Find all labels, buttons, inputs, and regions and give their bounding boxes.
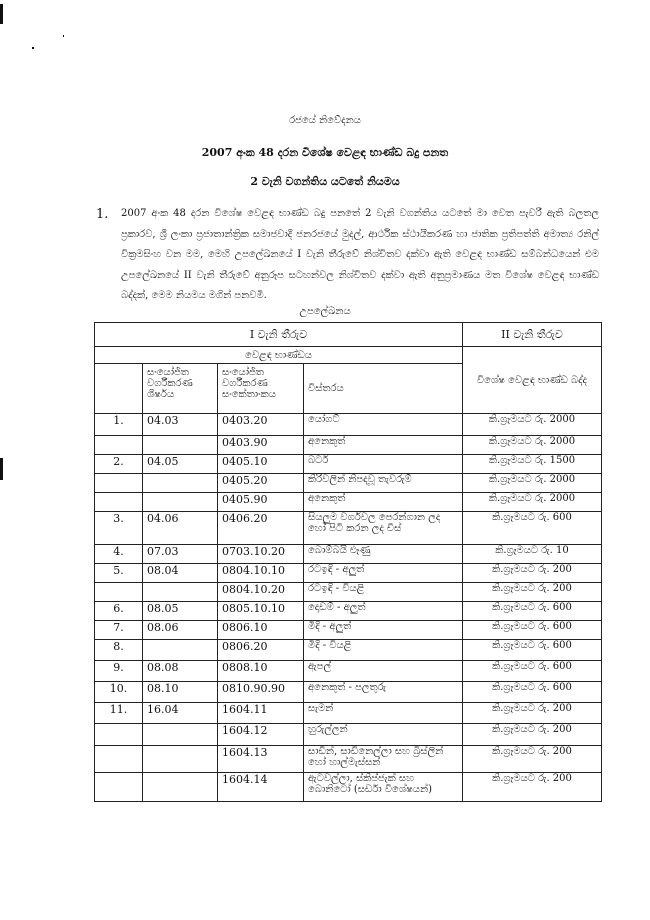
paragraph-text: 2007 අංක 48 දරන විශේෂ වෙළඳ භාණ්ඩ බදු පනතේ 2 වැනි වගන්තිය යටතේ මා වෙත පැවරී ඇති බලතල ප්‍රකාරව, ශ්‍රී ලංකා ප්‍රජාතාන්ත්‍රික සමාජවාදී ජනරජයේ මුදල්, ආර්ථික ස්ථායීකරණ හා ජාතික ප්‍රතිපත්ති අමාත්‍ය රනිල් වික්‍රමසිංහ වන මම, මෙහි උපලේඛනයේ I වැනි තීරුවේ නිශ්චිතව දක්වා ඇති වෙළඳ භාණ්ඩ සම්බන්ධයෙන් එම උපලේඛනයේ II වැනි තීරුවේ අනුරූප සටහන්වල නිශ්චිතව දක්වා ඇති අනුප්‍රමාණය මත විශේෂ වෙළඳ භාණ්ඩ බද්දක්, මෙම නියමය මගින් පනවමි.: [121, 208, 599, 301]
row-heading: [143, 773, 218, 802]
row-description: සියලුම වර්ගවල පෙරන්ගාන ලද හෝ පිටි කරන ලද චීස්: [304, 512, 463, 545]
commodity-header-row: [95, 347, 602, 364]
row-number: 9.: [95, 661, 143, 682]
row-heading: 04.06: [143, 512, 218, 545]
row-heading: 04.05: [143, 455, 218, 474]
row-code: 0806.10: [218, 621, 304, 640]
table-row: [95, 724, 602, 746]
row-heading: [143, 474, 218, 493]
row-code: 0804.10.10: [218, 564, 304, 583]
scan-mark-bottom: [0, 458, 3, 480]
document-title: රජයේ නිවේදනය: [289, 115, 361, 126]
row-rate: කි.ග්‍රෑමයට රු. 600: [463, 512, 602, 545]
row-description: අනෙකුත්: [304, 493, 463, 512]
scan-dot: [32, 47, 34, 49]
row-rate: කි.ග්‍රෑමයට රු. 10: [463, 545, 602, 564]
row-heading: 08.06: [143, 621, 218, 640]
row-number: 5.: [95, 564, 143, 583]
row-rate: කි.ග්‍රෑමයට රු. 600: [463, 682, 602, 703]
row-heading: [143, 493, 218, 512]
schedule-table: [94, 322, 602, 802]
column-header-row: [95, 323, 602, 347]
row-code: 0405.90: [218, 493, 304, 512]
rate-header: විශේෂ වෙළඳ භාණ්ඩ බද්ද: [463, 347, 602, 414]
row-rate: කි.ග්‍රෑමයට රු. 200: [463, 703, 602, 724]
row-code: 0405.20: [218, 474, 304, 493]
row-number: [95, 746, 143, 773]
table-row: [95, 661, 602, 682]
row-heading: 08.05: [143, 602, 218, 621]
row-heading: 08.08: [143, 661, 218, 682]
row-rate: කි.ග්‍රෑමයට රු. 2000: [463, 414, 602, 436]
row-number: [95, 773, 143, 802]
scan-dot: [63, 35, 64, 37]
row-rate: කි.ග්‍රෑමයට රු. 2000: [463, 474, 602, 493]
row-heading: [143, 583, 218, 602]
row-heading: [143, 640, 218, 661]
table-row: [95, 640, 602, 661]
row-description: රටඉඳි - අලුත්: [304, 564, 463, 583]
column-ii-header: II වැනි තීරුව: [463, 323, 602, 347]
row-rate: කි.ග්‍රෑමයට රු. 200: [463, 746, 602, 773]
scan-mark-top: [0, 4, 3, 24]
row-heading: 04.03: [143, 414, 218, 436]
subheading-header: සංයෝජිත වර්ගීකරණ සංකේතාංකය: [218, 364, 304, 414]
row-code: 1604.13: [218, 746, 304, 773]
table-row: [95, 583, 602, 602]
row-code: 0703.10.20: [218, 545, 304, 564]
row-description: සාඩින්, සාඩිනෙල්ලා සහ බ්‍රිස්ලින් හෝ හාල්මැස්සන්: [304, 746, 463, 773]
schedule-heading: උපලේඛනය: [299, 306, 351, 317]
row-description: යෝගට්: [304, 414, 463, 436]
row-number: [95, 583, 143, 602]
row-code: 0806.20: [218, 640, 304, 661]
row-heading: [143, 724, 218, 746]
row-rate: කි.ග්‍රෑමයට රු. 200: [463, 583, 602, 602]
description-header: විස්තරය: [304, 364, 463, 414]
section-line: 2 වැනි වගන්තිය යටතේ නියමය: [250, 175, 400, 188]
row-heading: 08.10: [143, 682, 218, 703]
table-row: [95, 564, 602, 583]
row-rate: කි.ග්‍රෑමයට රු. 200: [463, 724, 602, 746]
row-heading: [143, 746, 218, 773]
row-code: 0405.10: [218, 455, 304, 474]
table-row: [95, 746, 602, 773]
table-row: [95, 602, 602, 621]
number-header: [95, 364, 143, 414]
row-number: [95, 493, 143, 512]
row-description: දොඩම් - අලුත්: [304, 602, 463, 621]
row-number: 11.: [95, 703, 143, 724]
row-description: බටර්: [304, 455, 463, 474]
row-number: [95, 436, 143, 455]
row-number: 10.: [95, 682, 143, 703]
row-number: [95, 474, 143, 493]
row-rate: කි.ග්‍රෑමයට රු. 2000: [463, 436, 602, 455]
commodity-header: වෙළඳ භාණ්ඩය: [95, 347, 463, 364]
row-code: 0808.10: [218, 661, 304, 682]
act-line: 2007 අංක 48 දරන විශේෂ වෙළඳ භාණ්ඩ බදු පනත: [201, 146, 449, 159]
row-rate: කි.ග්‍රෑමයට රු. 600: [463, 661, 602, 682]
row-description: ඇටවල්ලා, ස්කිප්ජැක් සහ බොනිටෝ (සර්ඩා විශේෂයන්): [304, 773, 463, 802]
row-code: 1604.12: [218, 724, 304, 746]
row-number: 6.: [95, 602, 143, 621]
row-code: 0804.10.20: [218, 583, 304, 602]
row-description: මිදි - වියළි: [304, 640, 463, 661]
row-code: 0403.90: [218, 436, 304, 455]
row-number: 7.: [95, 621, 143, 640]
table-row: [95, 773, 602, 802]
row-code: 0406.20: [218, 512, 304, 545]
row-rate: කි.ග්‍රෑමයට රු. 1500: [463, 455, 602, 474]
row-heading: [143, 436, 218, 455]
row-rate: කි.ග්‍රෑමයට රු. 600: [463, 640, 602, 661]
row-code: 0403.20: [218, 414, 304, 436]
table-row: [95, 414, 602, 436]
table-row: [95, 474, 602, 493]
row-rate: කි.ග්‍රෑමයට රු. 600: [463, 602, 602, 621]
row-description: අනෙකුත් - පලතුරු: [304, 682, 463, 703]
row-number: 2.: [95, 455, 143, 474]
table-row: [95, 436, 602, 455]
paragraph-number: 1.: [96, 207, 109, 222]
table-row: [95, 682, 602, 703]
row-description: සැමන්: [304, 703, 463, 724]
row-rate: කි.ග්‍රෑමයට රු. 200: [463, 773, 602, 802]
table-row: [95, 621, 602, 640]
column-i-header: I වැනි තීරුව: [95, 323, 463, 347]
row-description: හුරුල්ලන්: [304, 724, 463, 746]
row-number: 4.: [95, 545, 143, 564]
row-heading: 07.03: [143, 545, 218, 564]
table-row: [95, 455, 602, 474]
row-number: 8.: [95, 640, 143, 661]
row-description: ඇපල්: [304, 661, 463, 682]
table-row: [95, 493, 602, 512]
row-number: [95, 724, 143, 746]
row-description: රටඉඳි - වියළි: [304, 583, 463, 602]
row-heading: 08.04: [143, 564, 218, 583]
row-code: 1604.11: [218, 703, 304, 724]
row-code: 0805.10.10: [218, 602, 304, 621]
row-description: අනෙකුත්: [304, 436, 463, 455]
table-row: [95, 545, 602, 564]
row-description: බොම්බයි ළූණු: [304, 545, 463, 564]
table-row: [95, 703, 602, 724]
row-number: 1.: [95, 414, 143, 436]
heading-header: සංයෝජිත වර්ගීකරණ ශීර්ෂය: [143, 364, 218, 414]
row-rate: කි.ග්‍රෑමයට රු. 2000: [463, 493, 602, 512]
row-number: 3.: [95, 512, 143, 545]
row-rate: කි.ග්‍රෑමයට රු. 600: [463, 621, 602, 640]
row-code: 0810.90.90: [218, 682, 304, 703]
row-description: කිරිවලින් නිපදවූ තැවරුම්: [304, 474, 463, 493]
row-heading: 16.04: [143, 703, 218, 724]
row-code: 1604.14: [218, 773, 304, 802]
row-rate: කි.ග්‍රෑමයට රු. 200: [463, 564, 602, 583]
table-row: [95, 512, 602, 545]
row-description: මිදි - අලුත්: [304, 621, 463, 640]
